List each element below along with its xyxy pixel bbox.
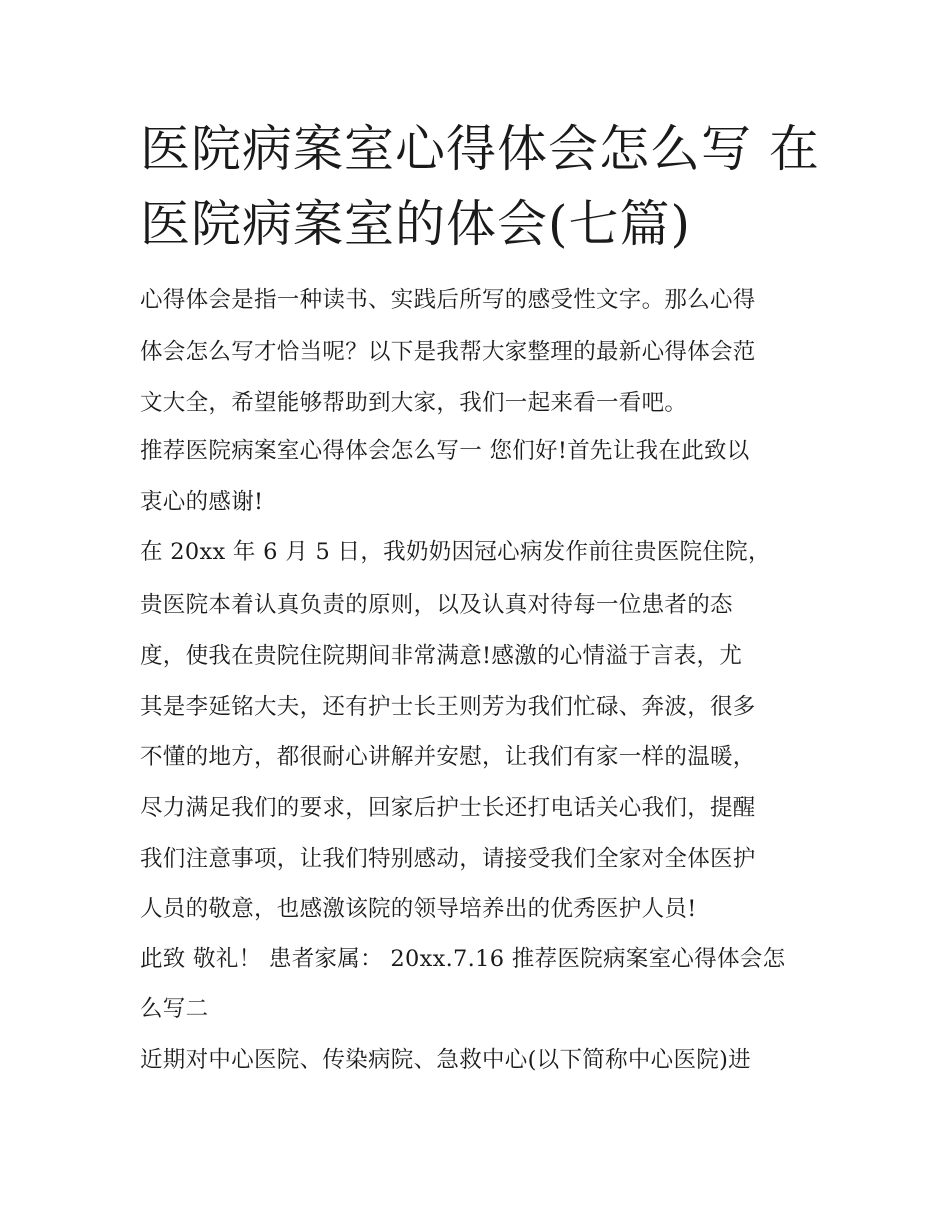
body-line-2: 体会怎么写才恰当呢？以下是我帮大家整理的最新心得体会范 xyxy=(140,339,756,365)
body-line-4: 推荐医院病案室心得体会怎么写一 您们好!首先让我在此致以 xyxy=(140,438,750,464)
title-line-1: 医院病案室心得体会怎么写 在 xyxy=(140,120,820,178)
title-line-2: 医院病案室的体会(七篇) xyxy=(140,195,692,253)
body-line-16: 近期对中心医院、传染病院、急救中心(以下简称中心医院)进 xyxy=(140,1047,751,1073)
body-line-6: 在 20xx 年 6 月 5 日，我奶奶因冠心病发作前往贵医院住院， xyxy=(140,539,771,565)
body-line-15: 么写二 xyxy=(140,996,209,1022)
body-line-13: 人员的敬意，也感激该院的领导培养出的优秀医护人员! xyxy=(140,896,697,922)
body-line-9: 其是李延铭大夫，还有护士长王则芳为我们忙碌、奔波，很多 xyxy=(140,694,756,720)
body-line-7: 贵医院本着认真负责的原则，以及认真对待每一位患者的态 xyxy=(140,592,733,618)
body-line-3: 文大全，希望能够帮助到大家，我们一起来看一看吧。 xyxy=(140,390,688,416)
body-line-1: 心得体会是指一种读书、实践后所写的感受性文字。那么心得 xyxy=(140,287,756,313)
body-line-11: 尽力满足我们的要求，回家后护士长还打电话关心我们，提醒 xyxy=(140,795,756,821)
body-line-10: 不懂的地方，都很耐心讲解并安慰，让我们有家一样的温暖， xyxy=(140,744,756,770)
body-line-8: 度，使我在贵院住院期间非常满意!感激的心情溢于言表，尤 xyxy=(140,643,743,669)
body-line-14: 此致 敬礼！ 患者家属： 20xx.7.16 推荐医院病案室心得体会怎 xyxy=(140,946,786,972)
body-line-5: 衷心的感谢! xyxy=(140,489,264,515)
body-line-12: 我们注意事项，让我们特别感动，请接受我们全家对全体医护 xyxy=(140,846,756,872)
